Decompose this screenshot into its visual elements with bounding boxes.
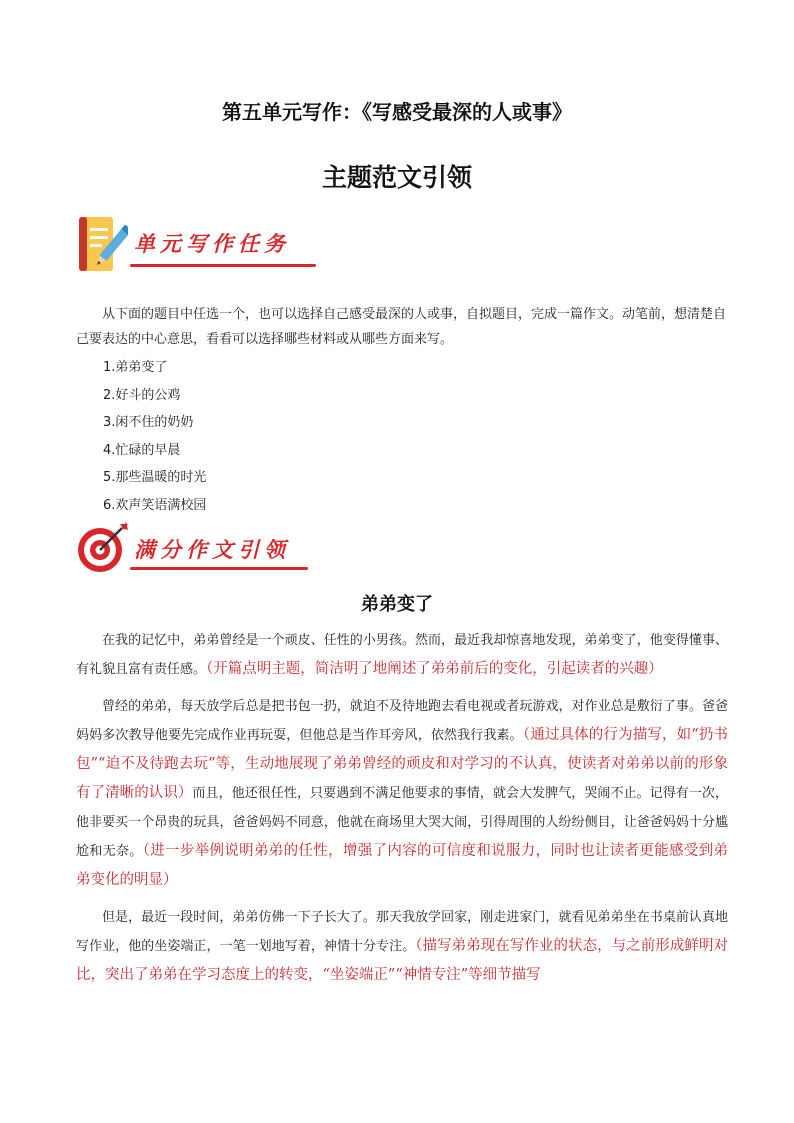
essay-paragraph [76,626,728,684]
essay-title: 弟弟变了 [361,594,433,615]
essay-paragraph [76,692,728,895]
essay-text: 但是，最近一段时间，弟弟仿佛一下子长大了。那天我放学回家，刚走进家门，就看见弟弟坐在书桌前认真地写作业，他的坐姿端正，一笔一划地写着，神情十分专注。 [76,910,728,954]
banner-title-task: 单元写作任务 [134,231,290,256]
list-item: 2.好斗的公鸡 [103,387,181,403]
essay-text: 在我的记忆中，弟弟曾经是一个顽皮、任性的小男孩。然而，最近我却惊喜地发现，弟弟变了，他变得懂事、有礼貌且富有责任感。 [76,633,728,677]
notebook-pencil-icon [76,214,128,280]
banner-title-guide: 满分作文引领 [134,537,290,562]
essay-body [76,626,728,998]
list-item: 5.那些温暖的时光 [103,470,207,485]
list-item: 3.闲不住的奶奶 [103,415,194,430]
essay-text: 而且，他还很任性，只要遇到不满足他要求的事情，就会大发脾气，哭闹不止。记得有一次，他非要买一个昂贵的玩具，爸爸妈妈不同意，他就在商场里大哭大闹，引得周围的人纷纷侧目，让爸爸妈妈十分尴尬和无奈。 [76,786,728,859]
list-item: 4.忙碌的早晨 [103,442,181,458]
essay-annotation: （开篇点明主题，简洁明了地阐述了弟弟前后的变化，引起读者的兴趣） [206,661,663,677]
list-item: 6.欢声笑语满校园 [103,497,207,513]
essay-text: 曾经的弟弟，每天放学后总是把书包一扔，就迫不及待地跑去看电视或者玩游戏，对作业总是敷衍了事。爸爸妈妈多次教导他要先完成作业再玩耍，但他总是当作耳旁风，依然我行我素。 [76,699,728,743]
essay-annotation: （进一步举例说明弟弟的任性，增强了内容的可信度和说服力，同时也让读者更能感受到弟弟变化的明显） [76,843,728,888]
list-item: 1.弟弟变了 [103,360,168,375]
banner-underline [130,264,316,267]
page-title: 第五单元写作：《写感受最深的人或事》 [222,100,572,124]
section-banner-task [76,214,316,280]
topic-list [103,354,206,519]
task-intro: 从下面的题目中任选一个，也可以选择自己感受最深的人或事，自拟题目，完成一篇作文。动笔前，想清楚自己要表达的中心意思，看看可以选择哪些材料或从哪些方面来写。 [76,307,727,347]
essay-annotation: （通过具体的行为描写，如“扔书包”“迫不及待跑去玩”等，生动地展现了弟弟曾经的顽皮和对学习的不认真，使读者对弟弟以前的形象有了清晰的认识） [76,727,728,801]
section-banner-guide [76,520,308,586]
essay-annotation: （描写弟弟现在写作业的状态，与之前形成鲜明对比，突出了弟弟在学习态度上的转变，“坐姿端正”“神情专注”等细节描写 [76,938,728,983]
banner-underline [130,567,308,570]
essay-paragraph [76,903,728,990]
page-subtitle: 主题范文引领 [321,163,472,192]
target-arrow-icon [76,520,130,580]
